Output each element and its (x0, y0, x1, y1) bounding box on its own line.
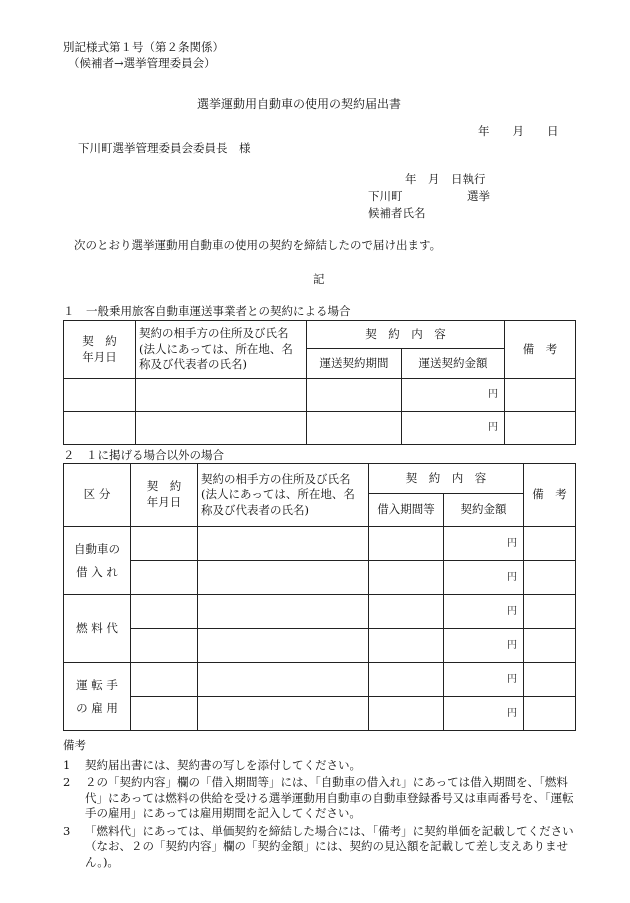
submission-direction: （候補者→選挙管理委員会） (68, 56, 216, 70)
s2-cell-date[interactable] (131, 527, 198, 561)
election-date: 年 月 日執行 (405, 172, 486, 186)
section2-table (63, 463, 576, 731)
s2-header-content (369, 464, 524, 494)
s2-cell-period[interactable] (369, 697, 444, 731)
note-text: 「燃料代」にあっては、単価契約を締結した場合には、「備考」に契約単価を記載してください（なお、２の「契約内容」欄の「契約金額」には、契約の見込額を記載して差し支えありません。)。 (85, 823, 574, 869)
s2-header-period-label: 借入期間等 (377, 502, 435, 517)
s1-cell-amount[interactable] (402, 412, 505, 445)
s1-header-amount-label: 運送契約金額 (418, 355, 488, 370)
table-row (64, 527, 576, 561)
s2-cell-amount[interactable] (444, 663, 524, 697)
ki-mark: 記 (313, 272, 325, 286)
list-item (63, 775, 583, 822)
notes-title: 備考 (63, 738, 86, 752)
s2-row-driver (64, 663, 131, 731)
s2-cell-party[interactable] (198, 527, 369, 561)
list-item (63, 824, 583, 871)
s2-cell-remarks[interactable] (524, 527, 576, 561)
yen-unit: 円 (507, 571, 517, 583)
s2-cell-date[interactable] (131, 561, 198, 595)
s2-cell-remarks[interactable] (524, 561, 576, 595)
s2-cell-period[interactable] (369, 595, 444, 629)
statement: 次のとおり選挙運動用自動車の使用の契約を締結したので届け出ます。 (74, 238, 442, 252)
s1-cell-amount[interactable] (402, 379, 505, 412)
note-number: 2 (63, 775, 71, 790)
s2-row-fuel (64, 595, 131, 663)
s2-cell-party[interactable] (198, 561, 369, 595)
s2-header-amount (444, 494, 524, 527)
s2-header-remarks-label: 備 考 (532, 487, 567, 502)
s2-cell-period[interactable] (369, 663, 444, 697)
document-title: 選挙運動用自動車の使用の契約届出書 (197, 97, 402, 111)
list-item (63, 758, 583, 774)
s1-header-remarks-label: 備 考 (522, 341, 558, 356)
s1-cell-party[interactable] (136, 412, 307, 445)
section2-heading: ２ １に掲げる場合以外の場合 (63, 448, 224, 462)
s2-cell-amount[interactable] (444, 697, 524, 731)
s1-cell-date[interactable] (64, 379, 136, 412)
s1-cell-period[interactable] (307, 412, 402, 445)
s2-row-car-rental-label: 自動車の 借 入 れ (74, 541, 120, 579)
table-row (64, 412, 576, 445)
s1-cell-party[interactable] (136, 379, 307, 412)
notes-section (63, 738, 583, 872)
yen-unit: 円 (488, 389, 498, 401)
table-row (64, 697, 576, 731)
s2-header-party (198, 464, 369, 527)
s2-cell-party[interactable] (198, 697, 369, 731)
note-number: 3 (63, 823, 71, 838)
note-text: 契約届出書には、契約書の写しを添付してください。 (85, 757, 361, 772)
s1-header-date-label: 契 約 年月日 (82, 333, 117, 364)
s2-cell-date[interactable] (131, 629, 198, 663)
s2-cell-remarks[interactable] (524, 629, 576, 663)
s2-cell-amount[interactable] (444, 595, 524, 629)
s1-header-party-label: 契約の相手方の住所及び氏名 (法人にあっては、所在地、名称及び代表者の氏名) (139, 326, 293, 372)
s1-header-content-label: 契 約 内 容 (365, 326, 446, 341)
yen-unit: 円 (507, 537, 517, 549)
table-row (64, 663, 576, 697)
yen-unit: 円 (507, 605, 517, 617)
s1-header-date (64, 321, 136, 379)
s1-cell-remarks[interactable] (505, 412, 576, 445)
form-number: 別記様式第１号（第２条関係） (63, 40, 224, 54)
town-name: 下川町 (368, 189, 403, 203)
s2-row-driver-label: 運 転 手 の 雇 用 (76, 677, 118, 715)
s2-header-period (369, 494, 444, 527)
s2-cell-date[interactable] (131, 663, 198, 697)
s2-cell-date[interactable] (131, 595, 198, 629)
s1-header-content (307, 321, 505, 349)
s2-header-kubun (64, 464, 131, 527)
s1-cell-period[interactable] (307, 379, 402, 412)
s2-cell-party[interactable] (198, 629, 369, 663)
s2-header-content-label: 契 約 内 容 (405, 470, 487, 485)
s2-cell-date[interactable] (131, 697, 198, 731)
table-row (64, 561, 576, 595)
election-label: 選挙 (467, 189, 490, 203)
table-row (64, 595, 576, 629)
s2-cell-period[interactable] (369, 527, 444, 561)
s2-cell-period[interactable] (369, 561, 444, 595)
table-row (64, 629, 576, 663)
s2-cell-remarks[interactable] (524, 663, 576, 697)
s2-header-date-label: 契 約 年月日 (146, 479, 182, 509)
note-text: ２の「契約内容」欄の「借入期間等」には、「自動車の借入れ」にあっては借入期間を、「燃料代」にあっては燃料の供給を受ける選挙運動用自動車の自動車登録番号又は車両番号を、「運転手の雇用」にあっては雇用期間を記入してください。 (85, 775, 574, 821)
s2-header-party-label: 契約の相手方の住所及び氏名 (法人にあっては、所在地、名称及び代表者の氏名) (201, 471, 355, 517)
yen-unit: 円 (507, 707, 517, 719)
s1-cell-date[interactable] (64, 412, 136, 445)
s2-row-fuel-label: 燃 料 代 (76, 620, 118, 635)
s2-header-remarks (524, 464, 576, 527)
section1-table (63, 320, 576, 445)
yen-unit: 円 (507, 673, 517, 685)
s2-cell-amount[interactable] (444, 561, 524, 595)
candidate-name-label: 候補者氏名 (368, 206, 426, 220)
section1-heading: １ 一般乗用旅客自動車運送事業者との契約による場合 (63, 304, 351, 318)
s2-cell-party[interactable] (198, 595, 369, 629)
s2-header-amount-label: 契約金額 (460, 502, 507, 517)
s2-cell-party[interactable] (198, 663, 369, 697)
table-row (64, 379, 576, 412)
s2-cell-amount[interactable] (444, 527, 524, 561)
s1-header-amount (402, 349, 505, 379)
s1-header-period-label: 運送契約期間 (319, 355, 389, 370)
s1-header-remarks (505, 321, 576, 379)
s2-header-date (131, 464, 198, 527)
submission-date: 年 月 日 (478, 124, 559, 138)
yen-unit: 円 (488, 422, 498, 434)
s2-cell-remarks[interactable] (524, 595, 576, 629)
s1-header-period (307, 349, 402, 379)
s1-cell-remarks[interactable] (505, 379, 576, 412)
yen-unit: 円 (507, 639, 517, 651)
addressee: 下川町選挙管理委員会委員長 様 (78, 141, 251, 155)
s2-header-kubun-label: 区 分 (83, 487, 111, 502)
s2-cell-amount[interactable] (444, 629, 524, 663)
s2-row-car-rental (64, 527, 131, 595)
s1-header-party (136, 321, 307, 379)
note-number: 1 (63, 757, 71, 772)
s2-cell-period[interactable] (369, 629, 444, 663)
s2-cell-remarks[interactable] (524, 697, 576, 731)
